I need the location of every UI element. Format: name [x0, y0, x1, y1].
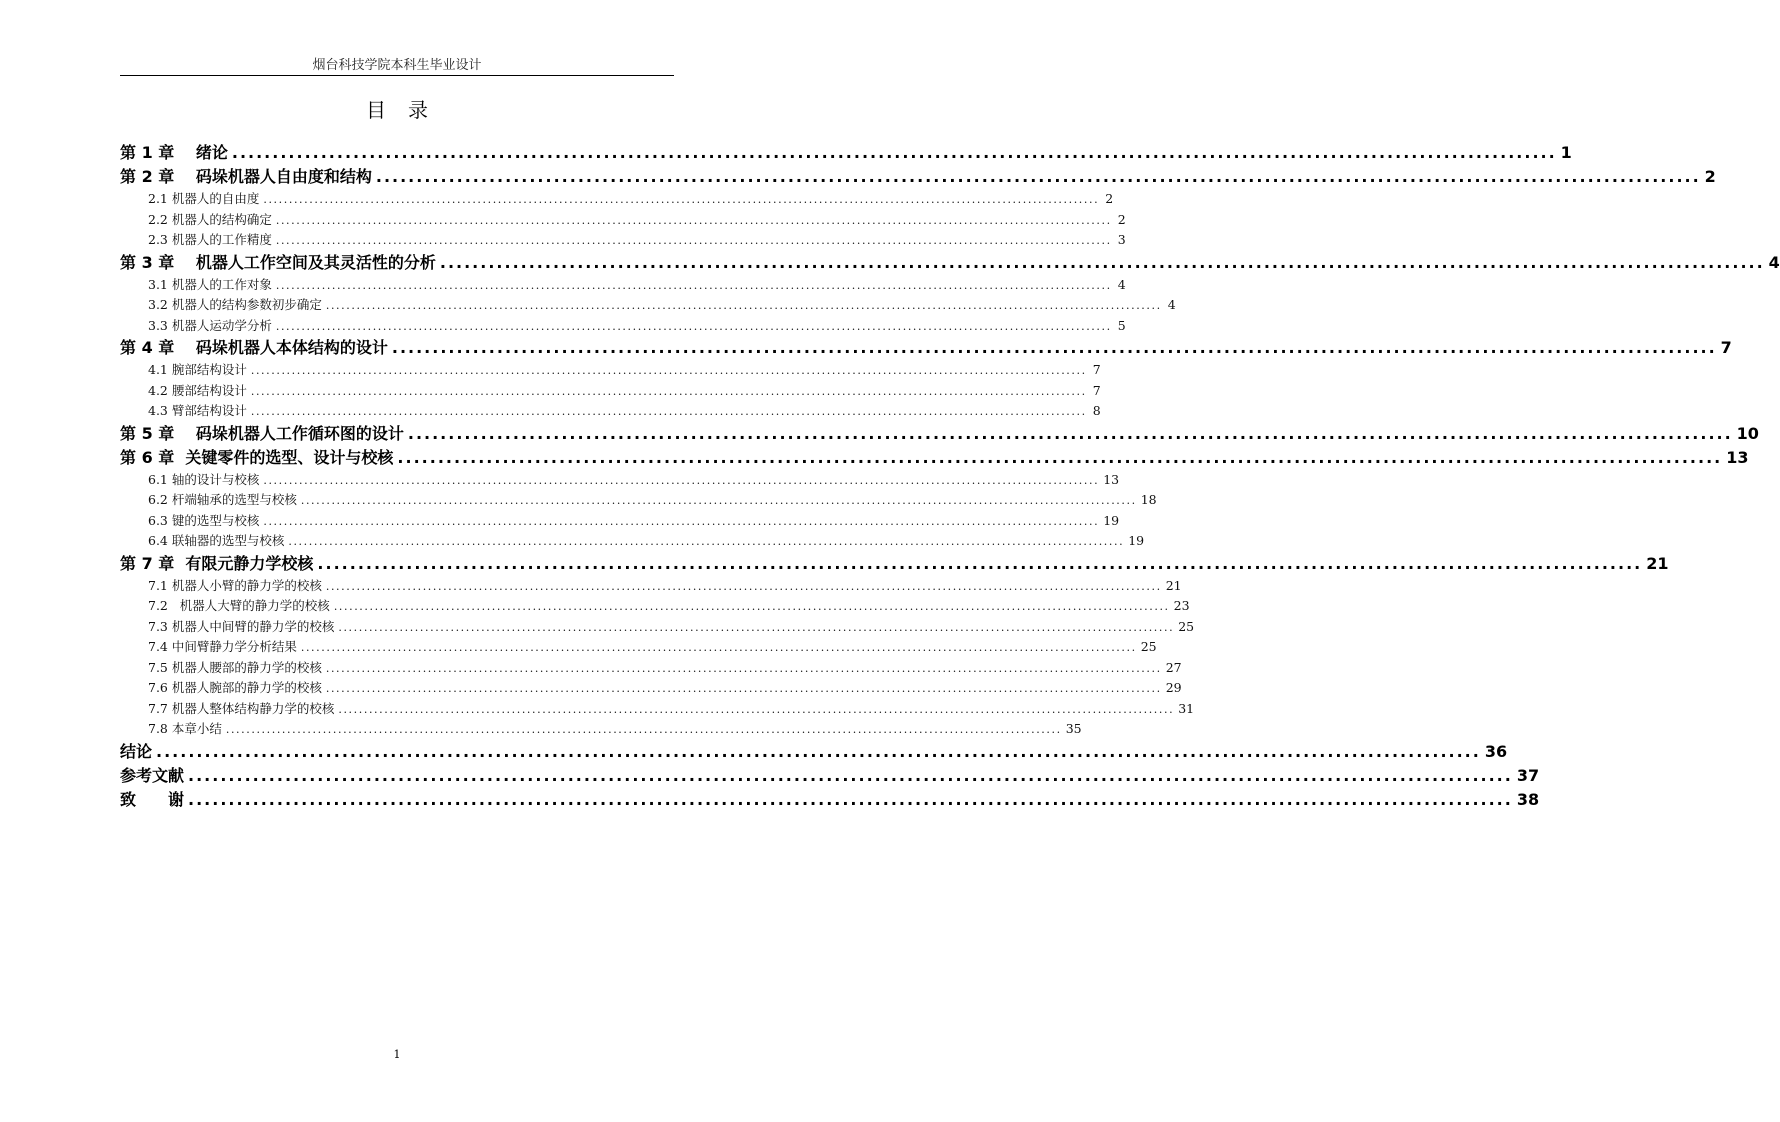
toc-entry-page: 36 — [1484, 741, 1508, 761]
toc-entry-label: 第 5 章 码垛机器人工作循环图的设计 — [120, 423, 404, 443]
toc-entry-label: 7.1 机器人小臂的静力学的校核 — [148, 577, 322, 593]
toc-leader-dots: .................................................................................................................................................................... — [156, 741, 1481, 761]
toc-entry-label: 第 3 章 机器人工作空间及其灵活性的分析 — [120, 252, 436, 272]
toc-entry[interactable] — [120, 230, 1126, 251]
toc-title-char-2: 录 — [408, 98, 428, 122]
toc-entry-label: 7.4 中间臂静力学分析结果 — [148, 639, 297, 654]
toc-leader-dots: .................................................................................................................................................................... — [325, 579, 1162, 593]
toc-entry[interactable] — [120, 141, 1572, 165]
toc-entry[interactable] — [120, 470, 1120, 491]
toc-entry-page: 25 — [1178, 618, 1195, 634]
toc-leader-dots: .................................................................................................................................................................... — [275, 278, 1112, 292]
toc-entry-label: 结论 — [120, 741, 153, 761]
toc-entry-page: 35 — [1065, 721, 1082, 736]
toc-leader-dots: .................................................................................................................................................................... — [231, 143, 1557, 162]
toc-leader-dots: .................................................................................................................................................................... — [250, 384, 1087, 398]
toc-leader-dots: .................................................................................................................................................................... — [300, 641, 1137, 654]
toc-entry[interactable] — [120, 511, 1120, 532]
toc-leader-dots: .................................................................................................................................................................... — [275, 319, 1112, 333]
toc-entry[interactable] — [120, 637, 1157, 658]
toc-leader-dots: .................................................................................................................................................................... — [439, 252, 1765, 272]
toc-entry-page: 2 — [1105, 191, 1114, 206]
toc-leader-dots: .................................................................................................................................................................... — [325, 682, 1162, 695]
toc-entry-page: 10 — [1736, 423, 1759, 443]
toc-entry-page: 38 — [1516, 789, 1540, 809]
toc-entry-label: 6.1 轴的设计与校核 — [148, 471, 260, 487]
toc-entry-page: 21 — [1646, 553, 1669, 573]
page-number: 1 — [393, 1048, 401, 1061]
toc-entry-page: 7 — [1720, 338, 1732, 357]
toc-entry-page: 2 — [1704, 167, 1716, 186]
toc-entry[interactable] — [120, 576, 1182, 597]
toc-entry-label: 7.6 机器人腕部的静力学的校核 — [148, 680, 322, 695]
toc-leader-dots: .................................................................................................................................................................... — [397, 447, 1723, 467]
toc-leader-dots: .................................................................................................................................................................... — [375, 167, 1701, 186]
toc-entry-page: 13 — [1103, 471, 1120, 487]
toc-entry[interactable] — [120, 740, 1508, 764]
toc-entry[interactable] — [120, 251, 1780, 275]
toc-entry[interactable] — [120, 596, 1190, 617]
toc-entry-label: 2.3 机器人的工作精度 — [148, 232, 272, 247]
toc-entry-page: 4 — [1117, 276, 1126, 292]
toc-entry-label: 7.2 机器人大臂的静力学的校核 — [148, 598, 330, 613]
toc-entry[interactable] — [120, 381, 1101, 402]
toc-entry-page: 18 — [1140, 492, 1157, 507]
toc-entry-page: 25 — [1140, 639, 1157, 654]
toc-entry-label: 第 6 章 关键零件的选型、设计与校核 — [120, 447, 394, 467]
toc-entry-page: 29 — [1165, 680, 1182, 695]
toc-entry-page: 8 — [1092, 403, 1101, 418]
toc-entry[interactable] — [120, 316, 1126, 337]
toc-entry-page: 4 — [1167, 297, 1176, 312]
toc-entry-page: 13 — [1726, 447, 1749, 467]
toc-leader-dots: .................................................................................................................................................................... — [263, 193, 1100, 206]
toc-entry-label: 第 1 章 绪论 — [120, 143, 228, 162]
toc-entry-page: 4 — [1768, 252, 1780, 272]
toc-entry[interactable] — [120, 360, 1101, 381]
toc-leader-dots: .................................................................................................................................................................... — [225, 723, 1062, 736]
toc-entry[interactable] — [120, 678, 1182, 699]
toc-entry[interactable] — [120, 788, 1540, 812]
toc-entry[interactable] — [120, 189, 1114, 210]
toc-entry-label: 4.1 腕部结构设计 — [148, 362, 247, 377]
toc-entry-label: 7.3 机器人中间臂的静力学的校核 — [148, 618, 335, 634]
toc-entry[interactable] — [120, 295, 1176, 316]
toc-entry-label: 3.1 机器人的工作对象 — [148, 276, 272, 292]
toc-entry-label: 4.2 腰部结构设计 — [148, 382, 247, 398]
toc-entry-page: 19 — [1128, 533, 1145, 548]
toc-entry-page: 2 — [1117, 211, 1126, 227]
toc-leader-dots: .................................................................................................................................................................... — [188, 789, 1513, 809]
toc-leader-dots: .................................................................................................................................................................... — [333, 600, 1170, 613]
toc-entry[interactable] — [120, 552, 1669, 576]
toc-title-char-1: 目 — [366, 98, 386, 122]
page-header: 烟台科技学院本科生毕业设计 — [312, 58, 482, 73]
toc-entry[interactable] — [120, 401, 1101, 422]
toc-entry-label: 7.8 本章小结 — [148, 721, 222, 736]
toc-entry-label: 3.3 机器人运动学分析 — [148, 317, 272, 333]
toc-entry-page: 19 — [1103, 512, 1120, 528]
toc-entry-label: 参考文献 — [120, 765, 185, 785]
toc-leader-dots: .................................................................................................................................................................... — [275, 213, 1112, 227]
toc-entry[interactable] — [120, 617, 1195, 638]
toc-entry-page: 7 — [1092, 362, 1101, 377]
toc-entry-page: 37 — [1516, 765, 1540, 785]
toc-entry-label: 第 7 章 有限元静力学校核 — [120, 553, 314, 573]
toc-entry-page: 3 — [1117, 232, 1126, 247]
toc-entry[interactable] — [120, 719, 1082, 740]
toc-entry-label: 第 4 章 码垛机器人本体结构的设计 — [120, 338, 388, 357]
toc-entry[interactable] — [120, 275, 1126, 296]
toc-leader-dots: .................................................................................................................................................................... — [300, 494, 1137, 507]
toc-leader-dots: .................................................................................................................................................................... — [263, 514, 1100, 528]
toc-entry-label: 6.4 联轴器的选型与校核 — [148, 533, 285, 548]
toc-entry-label: 6.3 键的选型与校核 — [148, 512, 260, 528]
toc-entry-label: 致 谢 — [120, 789, 185, 809]
toc-leader-dots: .................................................................................................................................................................... — [288, 535, 1125, 548]
header-divider — [120, 75, 674, 76]
toc-entry-page: 7 — [1092, 382, 1101, 398]
toc-entry-page: 21 — [1165, 577, 1182, 593]
toc-entry-label: 2.1 机器人的自由度 — [148, 191, 260, 206]
toc-entry-label: 7.5 机器人腰部的静力学的校核 — [148, 659, 322, 675]
toc-entry[interactable] — [120, 764, 1540, 788]
toc-entry-page: 1 — [1560, 143, 1572, 162]
toc-leader-dots: .................................................................................................................................................................... — [317, 553, 1643, 573]
toc-leader-dots: .................................................................................................................................................................... — [250, 405, 1087, 418]
toc-entry-label: 4.3 臂部结构设计 — [148, 403, 247, 418]
toc-entry[interactable] — [120, 658, 1182, 679]
toc-leader-dots: .................................................................................................................................................................... — [188, 765, 1513, 785]
toc-entry[interactable] — [120, 210, 1126, 231]
table-of-contents — [120, 141, 1780, 812]
toc-leader-dots: .................................................................................................................................................................... — [325, 661, 1162, 675]
toc-entry-page: 27 — [1165, 659, 1182, 675]
toc-entry-label: 7.7 机器人整体结构静力学的校核 — [148, 700, 335, 716]
toc-leader-dots: .................................................................................................................................................................... — [275, 234, 1112, 247]
toc-entry-label: 3.2 机器人的结构参数初步确定 — [148, 297, 322, 312]
toc-title — [0, 97, 794, 123]
toc-leader-dots: .................................................................................................................................................................... — [338, 620, 1175, 634]
toc-entry[interactable] — [120, 422, 1759, 446]
toc-leader-dots: .................................................................................................................................................................... — [407, 423, 1733, 443]
toc-entry-label: 第 2 章 码垛机器人自由度和结构 — [120, 167, 372, 186]
toc-entry-page: 31 — [1178, 700, 1195, 716]
toc-entry[interactable] — [120, 490, 1157, 511]
toc-entry-page: 5 — [1117, 317, 1126, 333]
toc-entry[interactable] — [120, 531, 1145, 552]
toc-leader-dots: .................................................................................................................................................................... — [263, 473, 1100, 487]
toc-leader-dots: .................................................................................................................................................................... — [325, 299, 1162, 312]
toc-entry[interactable] — [120, 165, 1716, 189]
toc-leader-dots: .................................................................................................................................................................... — [391, 338, 1717, 357]
toc-entry[interactable] — [120, 699, 1195, 720]
toc-entry[interactable] — [120, 446, 1749, 470]
toc-entry-label: 2.2 机器人的结构确定 — [148, 211, 272, 227]
toc-entry-page: 23 — [1173, 598, 1190, 613]
toc-entry[interactable] — [120, 336, 1732, 360]
toc-leader-dots: .................................................................................................................................................................... — [338, 702, 1175, 716]
toc-entry-label: 6.2 杆端轴承的选型与校核 — [148, 492, 297, 507]
toc-leader-dots: .................................................................................................................................................................... — [250, 364, 1087, 377]
